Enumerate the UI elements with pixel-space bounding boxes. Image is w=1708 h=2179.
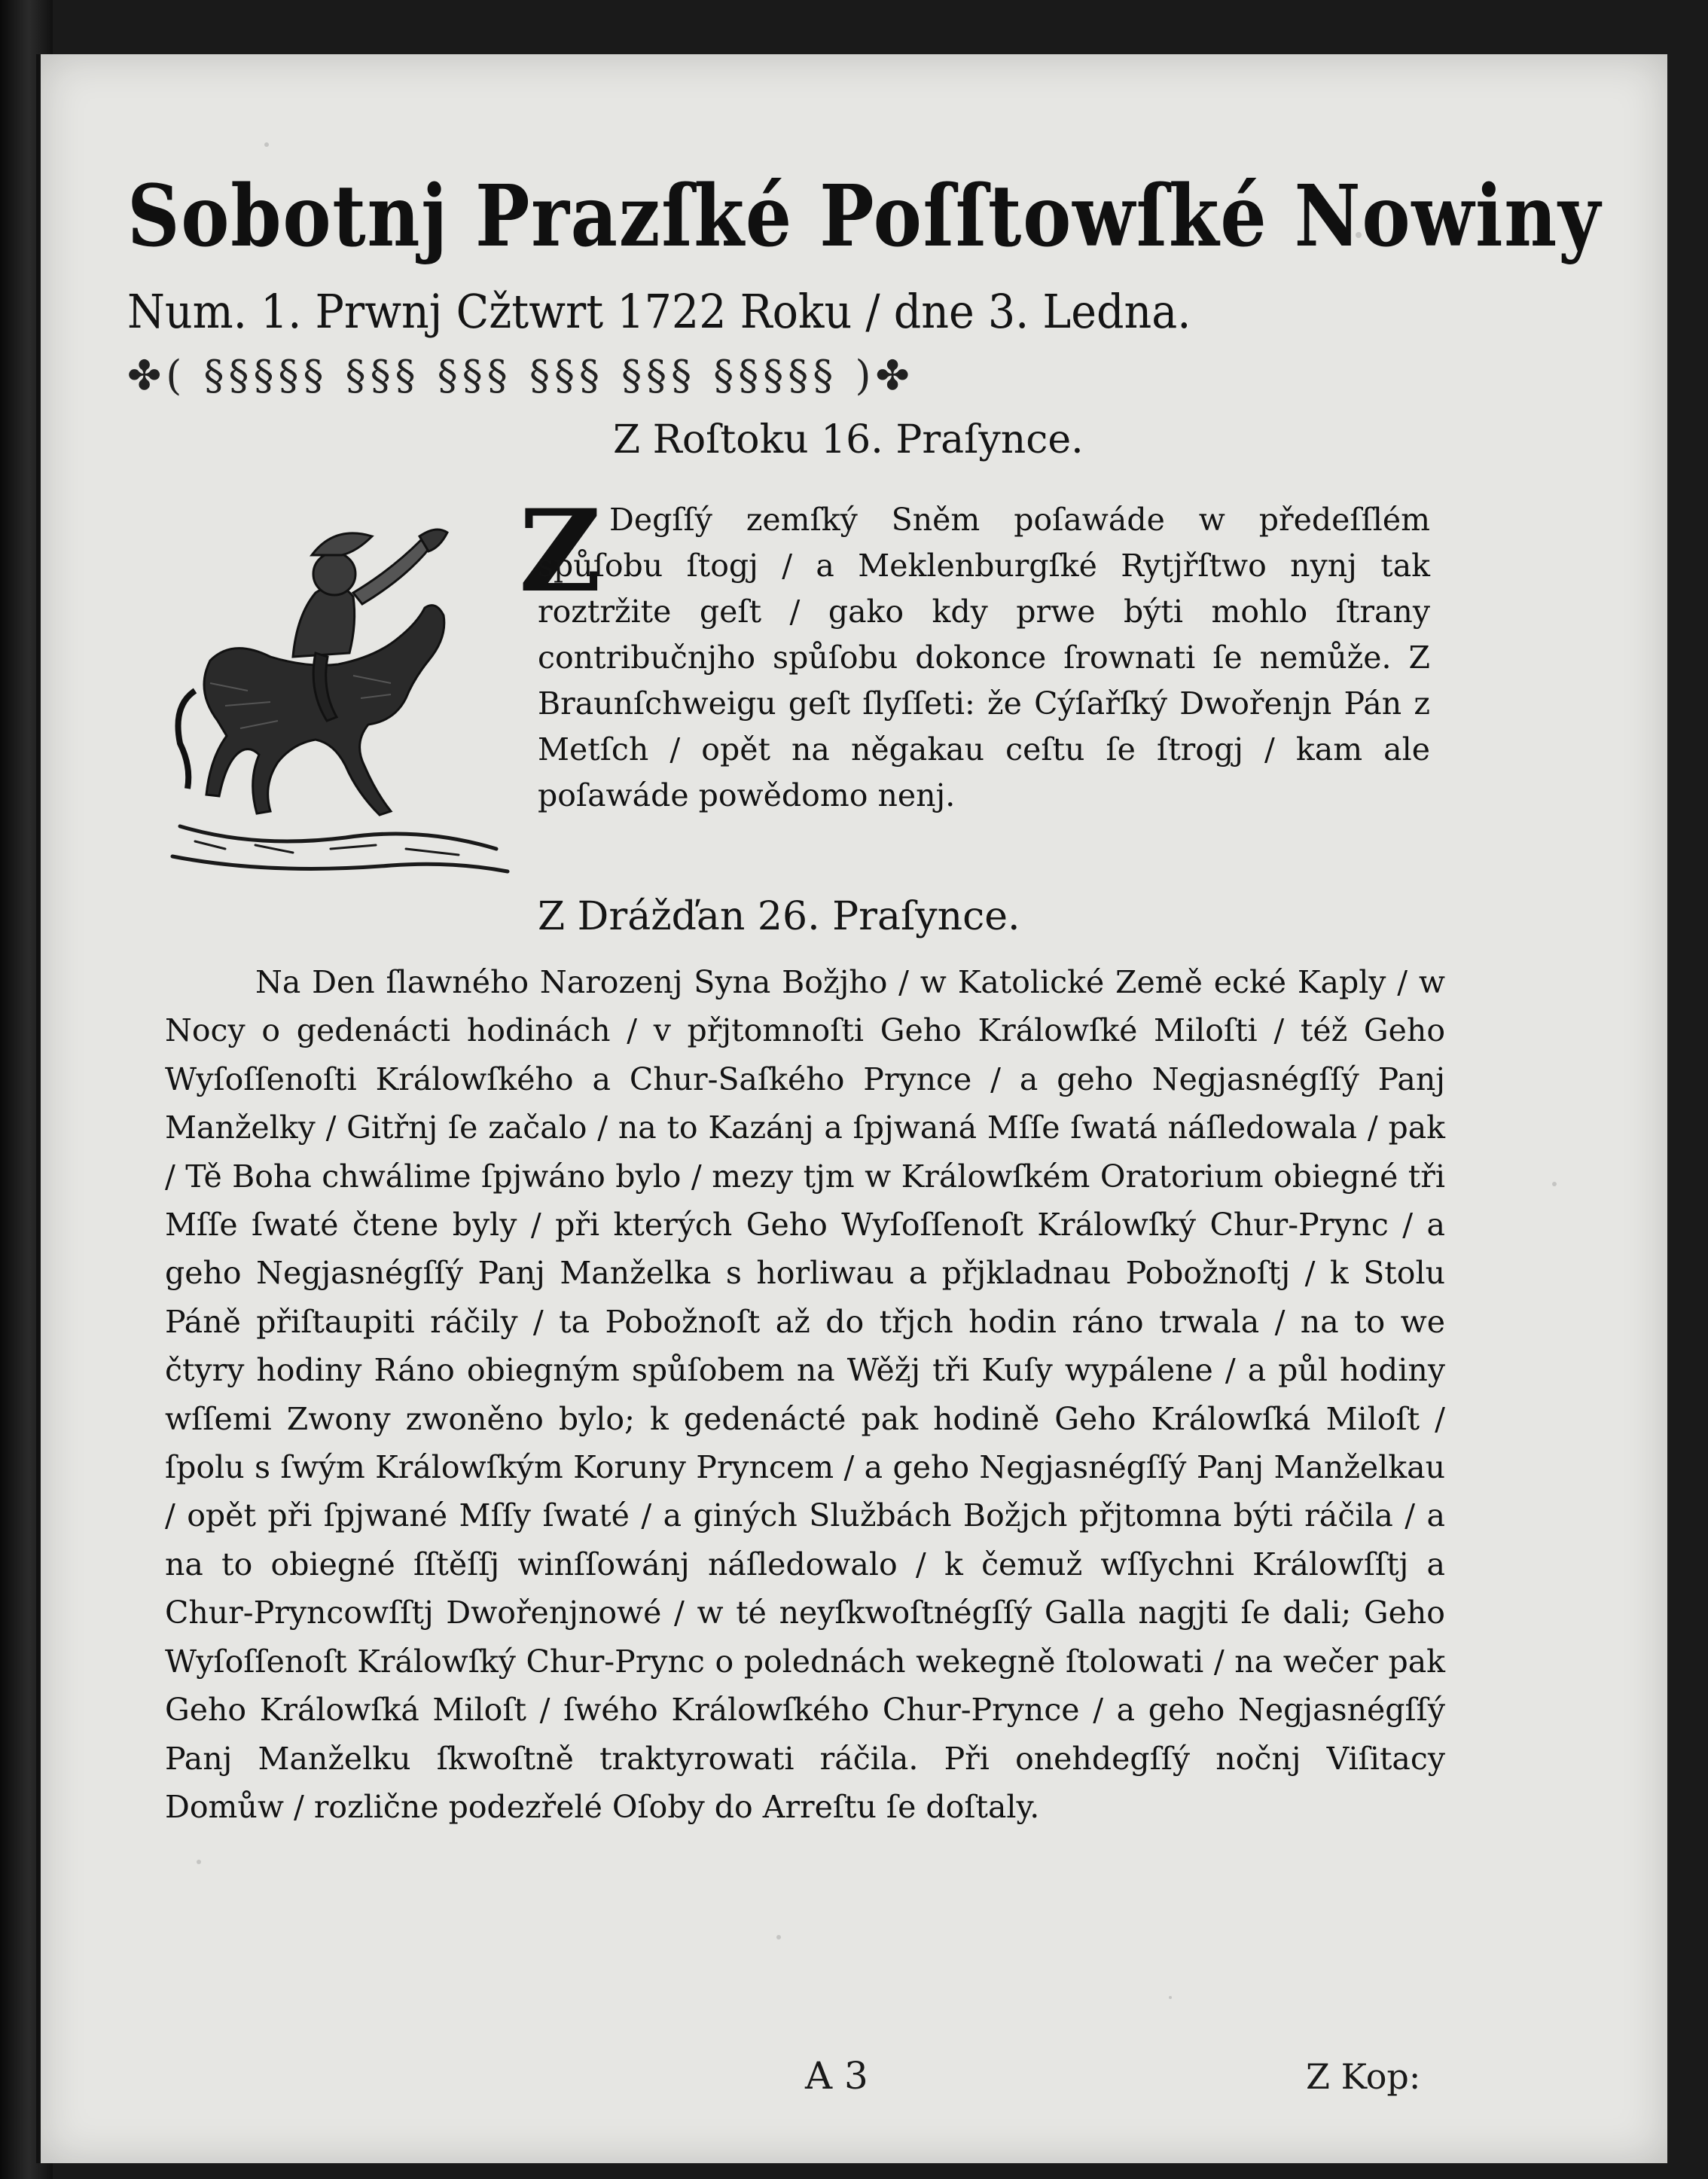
post-rider-horn-woodcut-icon bbox=[165, 495, 511, 887]
catchword: Z Kop: bbox=[1306, 2056, 1421, 2097]
article-rostock-text: Degſſý zemſký Sněm poſawáde w předeſſlém spůſobu ſtogj / a Meklenburgſké Rytjřſtwo nynj tak roztržite geſt / gako kdy prwe býti mohlo ſtrany contribučnjho spůſobu dokonce ſrownati ſe nemůže. Z Braunſchweigu geſt ſlyſſeti: že Cýſařſký Dwořenjn Pán z Metſch / opět na něgakau ceſtu ſe ſtrogj / kam ale poſawáde powědomo nenj. bbox=[538, 502, 1430, 813]
newspaper-page bbox=[36, 54, 1667, 2163]
dateline-rostock: Z Roſtoku 16. Praſynce. bbox=[613, 417, 1084, 462]
ornament-rule: ✤( §§§§§ §§§ §§§ §§§ §§§ §§§§§ )✤ bbox=[127, 352, 914, 399]
dateline-dresden: Z Drážďan 26. Praſynce. bbox=[538, 894, 1020, 939]
signature-mark: A 3 bbox=[805, 2054, 868, 2098]
drop-cap: Z bbox=[519, 485, 602, 618]
issue-line: Num. 1. Prwnj Cžtwrt 1722 Roku / dne 3. Ledna. bbox=[127, 284, 1191, 339]
masthead-title: Sobotnj Prazſké Poſſtowſké Nowiny bbox=[127, 167, 1602, 266]
article-dresden-text: Na Den ſlawného Narozenj Syna Božjho / w Katolické Země ecké Kaply / w Nocy o gedenácti hodinách / v přjtomnoſti Geho Králowſké Miloſti / též Geho Wyſoſſenoſti Králowſkého a Chur-Saſkého Prynce / a geho Negjasnégſſý Panj Manželky / Gitřnj ſe začalo / na to Kazánj a ſpjwaná Mſſe ſwatá náſledowala / pak / Tě Boha chwálime ſpjwáno bylo / mezy tjm w Králowſkém Oratorium obiegné tři Mſſe ſwaté čtene byly / při kterých Geho Wyſoſſenoſt Králowſký Chur-Prync / a geho Negjasnégſſý Panj Manželka s horliwau a přjkladnau Pobožnoſtj / k Stolu Páně přiſtaupiti ráčily / ta Pobožnoſt až do třjch hodin ráno trwala / na to we čtyry hodiny Ráno obiegným spůſobem na Wěžj tři Kuſy wypálene / a půl hodiny wſſemi Zwony zwoněno bylo; k gedenácté pak hodině Geho Králowſká Miloſt / ſpolu s ſwým Králowſkým Koruny Pryncem / a geho Negjasnégſſý Panj Manželkau / opět při ſpjwané Mſſy ſwaté / a giných Službách Božjch přjtomna býti ráčila / a na to obiegné ſſtěſſj winſſowánj náſledowalo / k čemuž wſſychni Králowſſtj a Chur-Pryncowſſtj Dwořenjnowé / w té neyſkwoſtnégſſý Galla nagjti ſe dali; Geho Wyſoſſenoſt Králowſký Chur-Prync o polednách wekegně ſtolowati / na wečer pak Geho Králowſká Miloſt / ſwého Králowſkého Chur-Prynce / a geho Negjasnégſſý Panj Manželku ſkwoſtně traktyrowati ráčila. Při onehdegſſý nočnj Viſitacy Domůw / rozlične podezřelé Oſoby do Arreſtu ſe doſtaly. bbox=[165, 964, 1445, 1825]
